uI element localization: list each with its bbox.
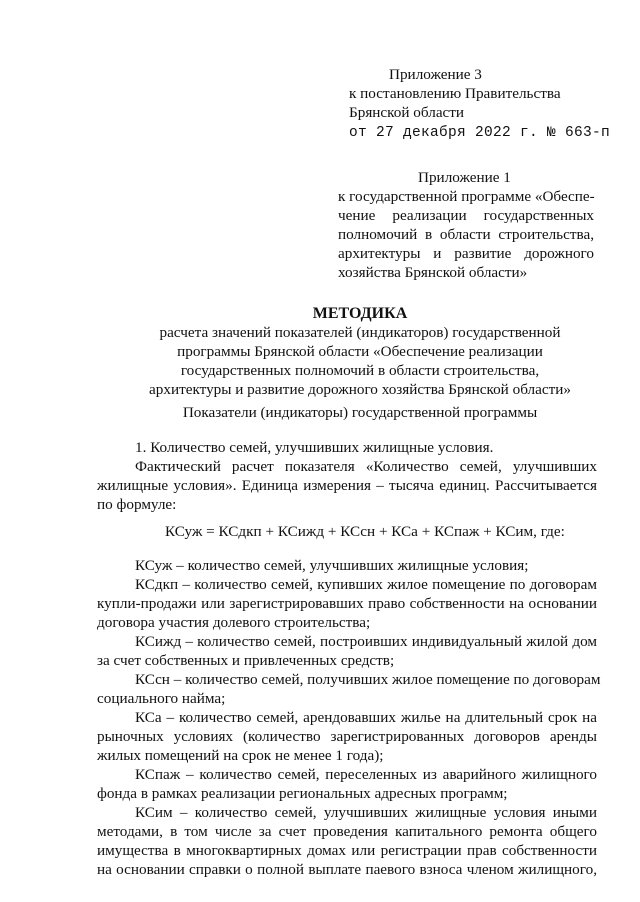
- definition-line: фонда в рамках реализации региональных адресных программ;: [97, 785, 508, 802]
- definition-first-line: КСим – количество семей, улучшивших жилищные условия иными: [135, 804, 597, 821]
- definition-first-line: КСдкп – количество семей, купивших жилое помещение по договорам: [135, 576, 597, 593]
- formula: КСуж = КСдкп + КСижд + КСсн + КСа + КСпаж + КСим, где:: [165, 523, 565, 540]
- definition-first-line: КСсн – количество семей, получивших жилое помещение по договорам: [135, 671, 601, 688]
- definition-line: на основании справки о полной выплате паевого взноса членом жилищного,: [97, 861, 597, 878]
- definition-line: договора участия долевого строительства;: [97, 614, 371, 631]
- methodology-subtitle-line: государственных полномочий в области строительства,: [180, 362, 540, 379]
- appendix1-line: чение реализации государственных: [338, 207, 594, 224]
- definitions-block: [97, 556, 601, 879]
- definition-line: купли-продажи или зарегистрировавших право собственности на основании: [97, 595, 597, 612]
- appendix1-line: архитектуры и развитие дорожного: [338, 245, 594, 262]
- appendix1-line: полномочий в области строительства,: [338, 226, 594, 243]
- appendix3-region: Брянской области: [349, 104, 465, 121]
- appendix3-date-number: от 27 декабря 2022 г. № 663-п: [349, 125, 611, 141]
- methodology-heading: МЕТОДИКА: [312, 305, 408, 322]
- definition-first-line: КСижд – количество семей, построивших индивидуальный жилой дом: [135, 633, 597, 650]
- formula-block: [165, 522, 585, 541]
- section-title-text: Показатели (индикаторы) государственной программы: [182, 404, 538, 421]
- definition-line: жилых помещений на срок не менее 1 года);: [97, 747, 384, 764]
- definition-line: за счет собственных и привлеченных средств;: [97, 652, 395, 669]
- appendix1-block: [338, 168, 594, 282]
- methodology-subtitle-line: программы Брянской области «Обеспечение реализации: [177, 343, 543, 360]
- methodology-subtitle-line: архитектуры и развитие дорожного хозяйства Брянской области»: [149, 381, 571, 398]
- methodology-subtitle-line: расчета значений показателей (индикаторов) государственной: [159, 324, 561, 341]
- appendix3-title: Приложение 3: [389, 66, 482, 83]
- item1-intro-line: Фактический расчет показателя «Количество семей, улучшивших: [135, 458, 597, 475]
- item1-title: 1. Количество семей, улучшивших жилищные условия.: [135, 439, 494, 456]
- item1-intro-line: по формуле:: [97, 496, 177, 513]
- definition-first-line: КСуж – количество семей, улучшивших жилищные условия;: [135, 557, 529, 574]
- item1-block: [97, 438, 597, 514]
- appendix3-resolution: к постановлению Правительства: [349, 85, 561, 102]
- item1-intro-line: жилищные условия». Единица измерения – тысяча единиц. Рассчитывается: [97, 477, 597, 494]
- section-title: [140, 403, 580, 422]
- methodology-block: [140, 304, 580, 399]
- definition-line: рыночных условиях (количество зарегистрированных договоров аренды: [97, 728, 597, 745]
- definition-first-line: КСа – количество семей, арендовавших жилье на длительный срок на: [135, 709, 597, 726]
- definition-line: имущества в многоквартирных домах или регистрации прав собственности: [97, 842, 597, 859]
- appendix1-line: к государственной программе «Обеспе-: [338, 188, 595, 205]
- appendix1-line: хозяйства Брянской области»: [338, 264, 528, 281]
- definition-line: методами, в том числе за счет проведения капитального ремонта общего: [97, 823, 597, 840]
- appendix1-title: Приложение 1: [418, 169, 511, 186]
- definition-line: социального найма;: [97, 690, 226, 707]
- definition-first-line: КСпаж – количество семей, переселенных из аварийного жилищного: [135, 766, 597, 783]
- appendix3-block: [349, 65, 609, 143]
